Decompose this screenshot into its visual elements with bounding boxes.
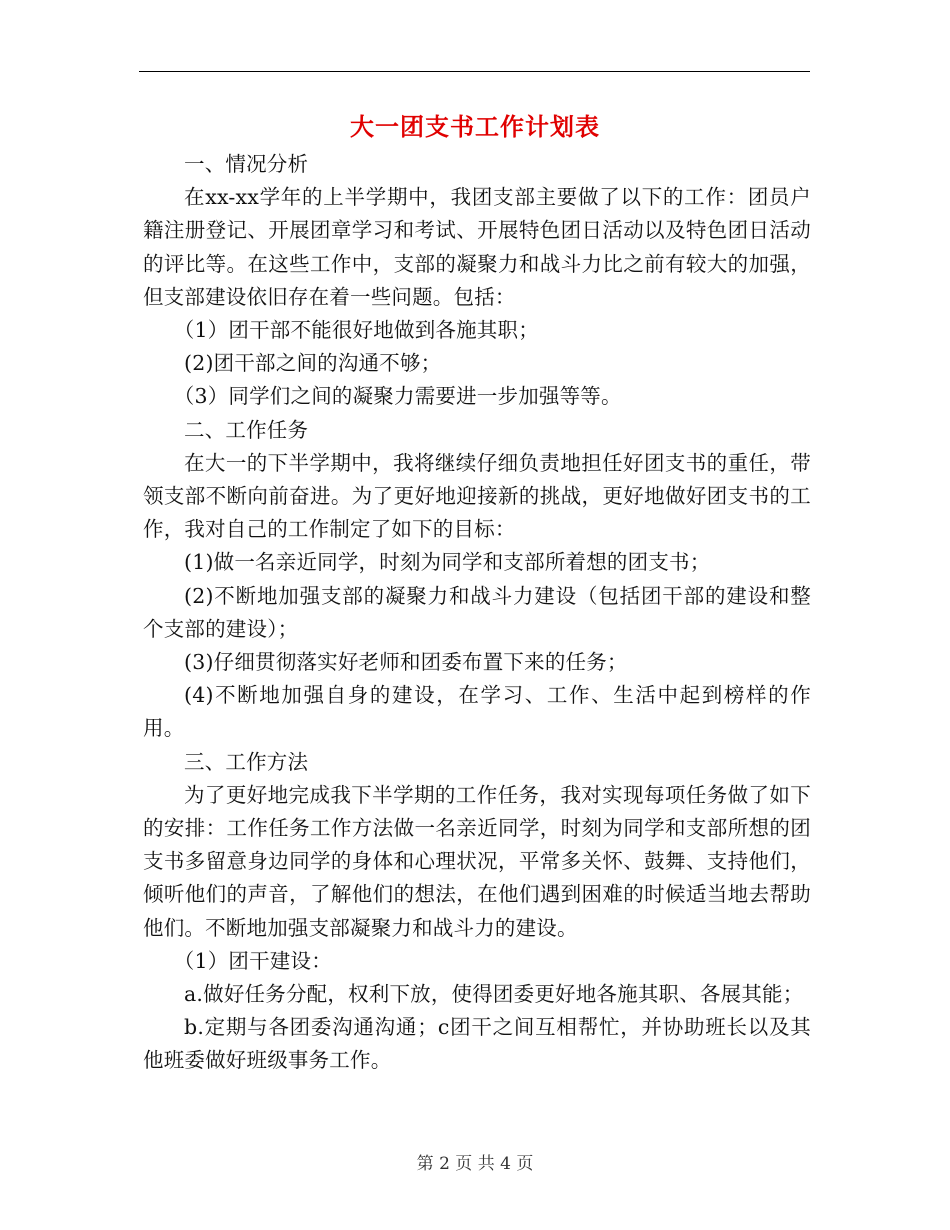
sub-heading: （1）团干建设： bbox=[173, 948, 332, 973]
list-item: (3)仔细贯彻落实好老师和团委布置下来的任务； bbox=[184, 650, 628, 675]
document-title: 大一团支书工作计划表 bbox=[350, 112, 600, 141]
list-item: （3）同学们之间的凝聚力需要进一步加强等等。 bbox=[173, 384, 622, 409]
list-item: （1）团干部不能很好地做到各施其职； bbox=[173, 318, 539, 343]
list-item: (1)做一名亲近同学，时刻为同学和支部所着想的团支书； bbox=[184, 550, 711, 575]
section-heading-3: 三、工作方法 bbox=[184, 749, 309, 774]
header-rule bbox=[139, 71, 810, 72]
list-item: (2)团干部之间的沟通不够； bbox=[184, 351, 442, 376]
list-item: (2)不断地加强支部的凝聚力和战斗力建设（包括团干部的建设和整个支部的建设）； bbox=[143, 583, 811, 641]
paragraph: 在xx-xx学年的上半学期中，我团支部主要做了以下的工作：团员户籍注册登记、开展团章学习和考试、开展特色团日活动以及特色团日活动的评比等。在这些工作中，支部的凝聚力和战斗力比之前有较大的加强，但支部建设依旧存在着一些问题。包括： bbox=[143, 185, 811, 309]
section-heading-2: 二、工作任务 bbox=[184, 417, 309, 442]
document-body bbox=[143, 148, 811, 1078]
list-item: (4)不断地加强自身的建设，在学习、工作、生活中起到榜样的作用。 bbox=[143, 683, 811, 741]
list-item: a.做好任务分配，权利下放，使得团委更好地各施其职、各展其能； bbox=[184, 982, 804, 1007]
paragraph: 为了更好地完成我下半学期的工作任务，我对实现每项任务做了如下的安排：工作任务工作方法做一名亲近同学，时刻为同学和支部所想的团支书多留意身边同学的身体和心理状况，平常多关怀、鼓舞、支持他们，倾听他们的声音，了解他们的想法，在他们遇到困难的时候适当地去帮助他们。不断地加强支部凝聚力和战斗力的建设。 bbox=[143, 782, 811, 940]
page-footer: 第 2 页 共 4 页 bbox=[416, 1154, 534, 1174]
paragraph: 在大一的下半学期中，我将继续仔细负责地担任好团支书的重任，带领支部不断向前奋进。为了更好地迎接新的挑战，更好地做好团支书的工作，我对自己的工作制定了如下的目标： bbox=[143, 450, 811, 542]
list-item: b.定期与各团委沟通沟通；c团干之间互相帮忙，并协助班长以及其他班委做好班级事务工作。 bbox=[143, 1015, 811, 1073]
section-heading-1: 一、情况分析 bbox=[184, 152, 309, 176]
